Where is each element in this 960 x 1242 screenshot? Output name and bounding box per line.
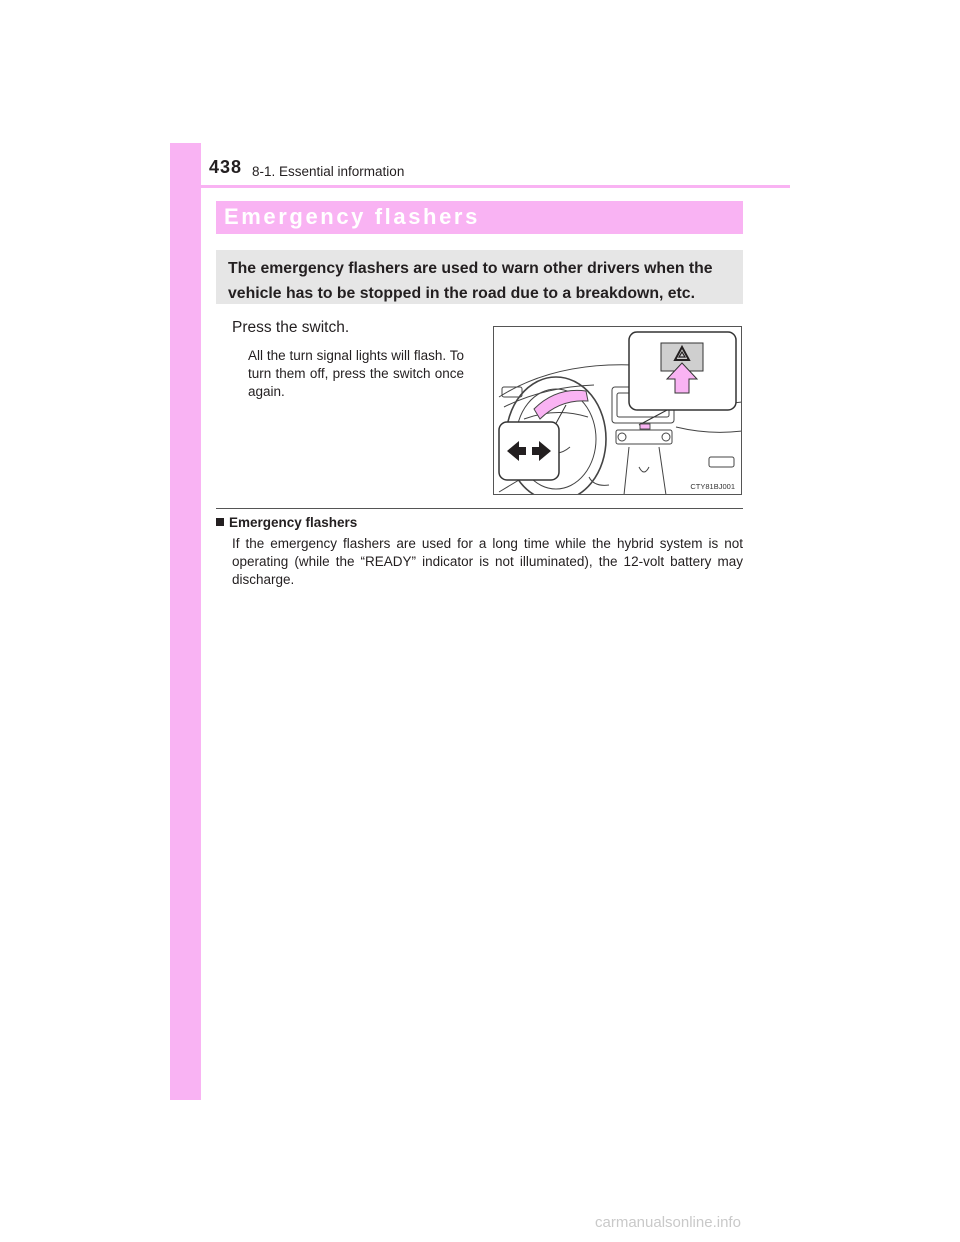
instruction-detail: All the turn signal lights will flash. To turn them off, press the switch once again. bbox=[248, 348, 464, 399]
section-title-band bbox=[216, 201, 743, 234]
section-title: Emergency flashers bbox=[224, 204, 480, 229]
intro-box bbox=[216, 250, 743, 304]
dashboard-drawing bbox=[494, 327, 742, 495]
header-rule bbox=[170, 185, 790, 188]
section-divider bbox=[216, 508, 743, 509]
instruction-step: Press the switch. bbox=[232, 319, 350, 336]
watermark: carmanualsonline.info bbox=[595, 1214, 741, 1231]
margin-color-strip bbox=[170, 143, 201, 1100]
section-reference: 8-1. Essential information bbox=[252, 164, 405, 179]
intro-text: The emergency flashers are used to warn other drivers when the vehicle has to be stopped in the road due to a breakdown, etc. bbox=[228, 260, 713, 302]
figure-code: CTY81BJ001 bbox=[690, 482, 735, 491]
square-bullet-icon bbox=[216, 518, 224, 526]
page-number: 438 bbox=[209, 157, 243, 177]
dashboard-illustration bbox=[493, 326, 742, 495]
note-heading-text: Emergency flashers bbox=[229, 515, 358, 530]
note-heading bbox=[216, 515, 357, 530]
note-body: If the emergency flashers are used for a long time while the hybrid system is not operating (while the “READY” indicator is not illuminated), the 12-volt battery may discharge. bbox=[232, 536, 743, 587]
